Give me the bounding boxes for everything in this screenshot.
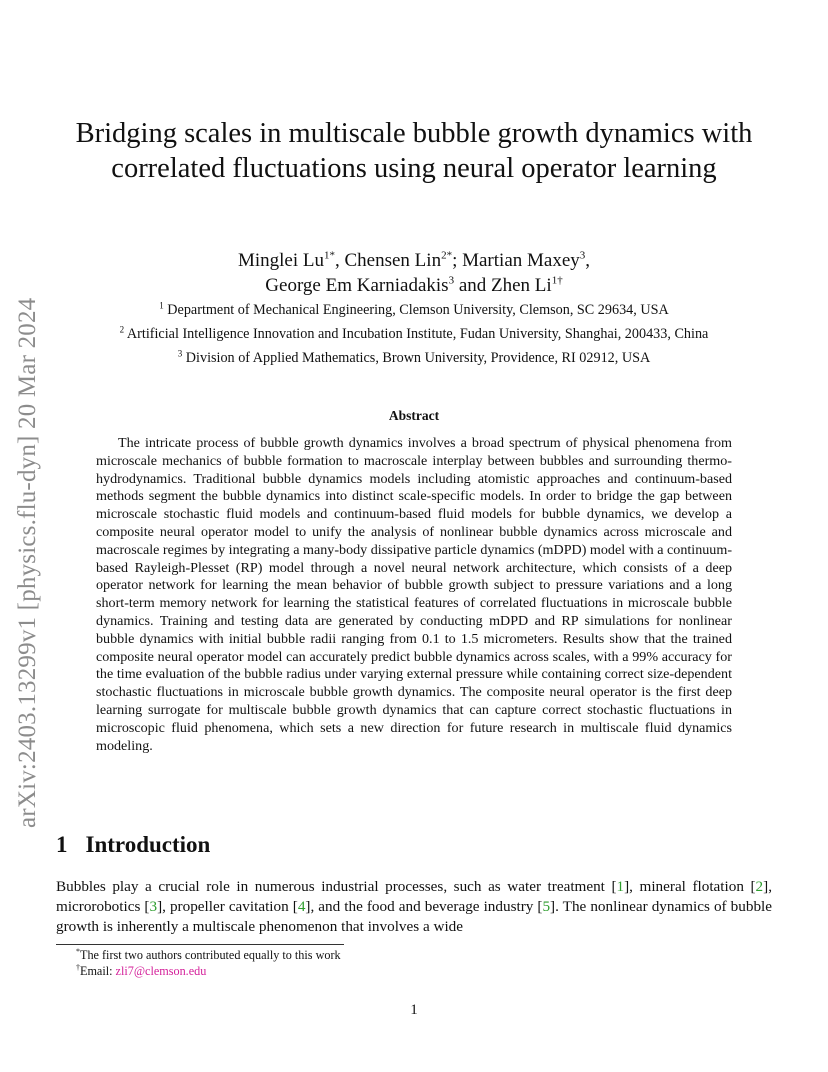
affiliation-2	[40, 325, 788, 343]
intro-text: ], mineral flotation [	[624, 878, 756, 895]
affiliation-text: Division of Applied Mathematics, Brown University, Providence, RI 02912, USA	[185, 350, 651, 366]
citation-link[interactable]: 3	[149, 897, 158, 915]
author-name: Zhen Li	[491, 275, 552, 296]
footnote-1	[76, 948, 341, 963]
affiliation-text: Department of Mechanical Engineering, Clemson University, Clemson, SC 29634, USA	[167, 302, 669, 318]
intro-paragraph	[56, 877, 772, 936]
footnote-mark: *	[76, 946, 80, 956]
page-number: 1	[410, 1002, 418, 1018]
affiliation-3	[40, 349, 788, 367]
abstract-body: The intricate process of bubble growth dynamics involves a broad spectrum of physical phenomena from microscale mechanics of bubble formation to macroscale interplay between bubbles and surrounding thermo-hydrodynamics. Traditional bubble dynamics models including atomistic approaches and continuum-based methods segment the bubble dynamics into distinct scale-specific models. In order to bridge the gap between microscale stochastic fluid models and continuum-based fluid models for bubble dynamics, we develop a composite neural operator model to unify the analysis of nonlinear bubble dynamics across microscale and macroscale regimes by integrating a many-body dissipative particle dynamics (mDPD) model with a continuum-based Rayleigh-Plesset (RP) model through a novel neural network architecture, which consists of a deep operator network for learning the mean behavior of bubble growth subject to pressure variations and a long short-term memory network for learning the statistical features of correlated fluctuations in microscale bubble dynamics. Training and testing data are generated by conducting mDPD and RP simulations for nonlinear bubble dynamics with initial bubble radii ranging from 0.1 to 1.5 micrometers. Results show that the trained composite neural operator model can accurately predict bubble dynamics across scales, with a 99% accuracy for the time evaluation of the bubble radius under varying external pressure while containing correct size-dependent stochastic fluctuations in microscale bubble growth dynamics. The composite neural operator is the first deep learning surrogate for multiscale bubble growth dynamics that can capture correct stochastic fluctuations in microscopic fluid phenomena, which sets a new direction for future research in multiscale fluid dynamics modeling.	[96, 435, 733, 754]
citation-link[interactable]: 5	[542, 897, 551, 915]
author-name: Minglei Lu	[237, 250, 324, 271]
intro-text: ]. The nonlinear dynamics of bubble growth is inherently a multiscale phenomenon that involves a wide	[56, 897, 772, 935]
email-link[interactable]: zli7@clemson.edu	[115, 964, 207, 978]
author-mark: 3	[579, 249, 586, 262]
affiliation-text: Artificial Intelligence Innovation and Incubation Institute, Fudan University, Shanghai, 200433, China	[126, 326, 709, 342]
author-name: Martian Maxey	[462, 250, 580, 271]
affiliation-1	[40, 301, 788, 319]
intro-text: ], and the food and beverage industry [	[305, 897, 543, 915]
section-title: Introduction	[85, 832, 211, 857]
footnote-2	[76, 964, 206, 979]
author-mark: 2*	[441, 249, 453, 262]
author-mark: 3	[448, 274, 455, 287]
intro-text: ], propeller cavitation [	[157, 897, 298, 915]
footnote-mark: †	[76, 962, 80, 972]
section-number: 1	[56, 832, 68, 857]
author-mark: 1*	[324, 249, 335, 262]
section-heading	[56, 832, 210, 858]
citation-link[interactable]: 4	[297, 897, 306, 915]
citation-link[interactable]: 2	[755, 878, 764, 895]
paper-title: Bridging scales in multiscale bubble growth dynamics with correlated fluctuations using neural operator learning	[75, 118, 753, 184]
footnote-text: The first two authors contributed equally to this work	[80, 948, 341, 962]
author-name: George Em Karniadakis	[265, 275, 449, 296]
arxiv-side-stamp: arXiv:2403.13299v1 [physics.flu-dyn] 20 Mar 2024	[14, 297, 41, 828]
intro-text: Bubbles play a crucial role in numerous industrial processes, such as water treatment [	[56, 878, 617, 895]
author-name: Chensen Lin	[344, 250, 442, 271]
citation-link[interactable]: 1	[616, 878, 625, 895]
affiliation-mark: 3	[177, 348, 183, 359]
intro-text: ], microrobotics [	[56, 878, 772, 915]
author-list: Minglei $Lu^{1*}$, Chensen Lin$^{2*}$; Martian Maxey$^3$, George Em Karniadakis$^3$ and Zhen $Li^{1\dagger}$	[237, 249, 591, 296]
affiliation-mark: 2	[119, 324, 125, 335]
affiliation-mark: 1	[159, 300, 164, 311]
abstract-heading: Abstract	[388, 408, 440, 423]
footnote-label: Email:	[80, 964, 116, 978]
author-mark: 1†	[551, 274, 563, 287]
footnote-divider	[56, 944, 344, 945]
